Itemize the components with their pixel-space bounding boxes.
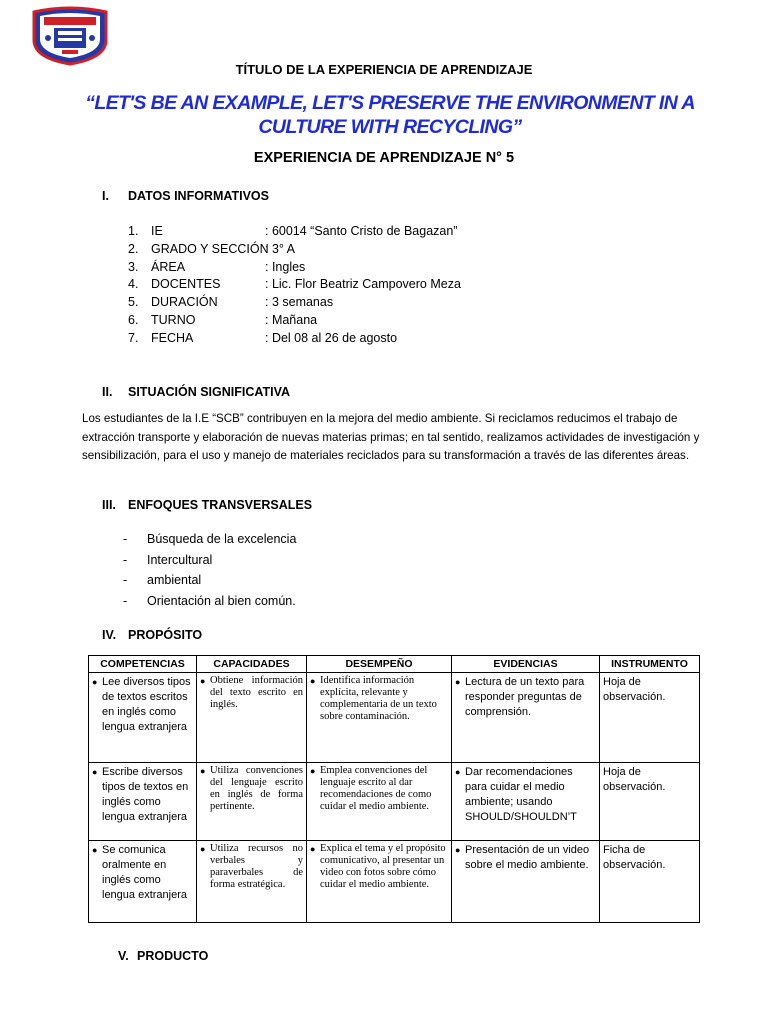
info-value: : 3° A — [265, 241, 296, 256]
bullet-icon: ● — [92, 767, 98, 777]
section-number: II. — [102, 385, 113, 399]
info-value: : Ingles — [265, 259, 306, 274]
info-key: DURACIÓN — [151, 295, 218, 310]
info-key: GRADO Y SECCIÓN — [151, 241, 269, 256]
list-text: Intercultural — [147, 552, 213, 567]
bullet-icon: ● — [310, 676, 316, 686]
column-header: EVIDENCIAS — [452, 656, 600, 673]
info-value: : 3 semanas — [265, 295, 334, 310]
bullet-icon: ● — [92, 677, 98, 687]
cell-text: Lectura de un texto para responder preguntas de comprensión. — [465, 676, 585, 718]
cell-text: Utiliza convenciones del lenguaje escrito en inglés de forma pertinente. — [210, 765, 303, 812]
section-number: III. — [102, 498, 116, 512]
section-title: PRODUCTO — [137, 949, 209, 963]
table-row — [89, 673, 700, 763]
evidencia-cell — [452, 673, 600, 763]
section-title: PROPÓSITO — [128, 628, 203, 642]
list-text: ambiental — [147, 573, 202, 587]
section-number: I. — [102, 189, 109, 203]
bullet-icon: ● — [200, 676, 206, 686]
bullet-icon: ● — [310, 766, 316, 776]
bullet-icon: ● — [455, 845, 461, 855]
cell-text: Dar recomendaciones para cuidar el medio ambiente; usando SHOULD/SHOULDN’T — [465, 766, 577, 823]
info-number: 1. — [128, 224, 139, 238]
list-dash: - — [123, 552, 128, 567]
main-title-line-1: “LET'S BE AN EXAMPLE, LET'S PRESERVE THE ENVIRONMENT IN A — [85, 92, 695, 114]
info-key: IE — [151, 224, 163, 238]
column-header: INSTRUMENTO — [600, 656, 700, 673]
cell-text: Explica el tema y el propósito comunicativo, al presentar un video con fotos sobre cómo cuidar el medio ambiente. — [320, 843, 446, 890]
bullet-icon: ● — [92, 845, 98, 855]
cell-text: Escribe diversos tipos de textos en inglés como lengua extranjera — [102, 766, 189, 823]
capacidad-cell — [197, 763, 307, 841]
info-key: FECHA — [151, 330, 194, 345]
section-title: ENFOQUES TRANSVERSALES — [128, 498, 313, 512]
cell-text: Obtiene información del texto escrito en inglés. — [210, 675, 303, 710]
section-number: V. — [118, 949, 129, 963]
instrumento-cell: Hoja de observación. — [600, 673, 700, 763]
school-seal-logo — [30, 6, 110, 66]
column-header: CAPACIDADES — [197, 656, 307, 673]
bullet-icon: ● — [455, 767, 461, 777]
column-header: DESEMPEÑO — [307, 656, 452, 673]
list-dash: - — [123, 593, 128, 608]
info-number: 2. — [128, 241, 139, 256]
info-key: DOCENTES — [151, 277, 221, 292]
cell-text: Presentación de un video sobre el medio ambiente. — [465, 844, 590, 871]
info-value: : Lic. Flor Beatriz Campovero Meza — [265, 277, 461, 292]
column-header: COMPETENCIAS — [89, 656, 197, 673]
info-value: : 60014 “Santo Cristo de Bagazan” — [265, 224, 458, 238]
capacidad-cell — [197, 673, 307, 763]
cell-text: Se comunica oralmente en inglés como lengua extranjera — [102, 844, 188, 901]
instrumento-cell: Hoja de observación. — [600, 763, 700, 841]
situacion-paragraph: Los estudiantes de la I.E “SCB” contribuyen en la mejora del medio ambiente. Si reciclamos reducimos el trabajo de extracción transporte y elaboración de nuevas materias primas; en tal sentido, realizamos actividades de investigación y sensibilización, para el uso y manejo de materiales reciclados para su transformación a través de las diferentes áreas. — [82, 412, 700, 463]
competencia-cell — [89, 673, 197, 763]
info-number: 3. — [128, 259, 139, 274]
competencia-cell — [89, 763, 197, 841]
list-text: Búsqueda de la excelencia — [147, 532, 297, 546]
purpose-table — [88, 655, 700, 923]
instrumento-cell: Ficha de observación. — [600, 841, 700, 923]
section-number: IV. — [102, 628, 117, 642]
cell-text: Utiliza recursos no verbales y paraverbales de forma estratégica. — [210, 843, 303, 890]
experience-number-heading: EXPERIENCIA DE APRENDIZAJE N° 5 — [253, 150, 515, 166]
info-number: 4. — [128, 277, 139, 292]
section-title: SITUACIÓN SIGNIFICATIVA — [128, 385, 291, 399]
info-value: : Del 08 al 26 de agosto — [265, 330, 398, 345]
info-number: 6. — [128, 312, 139, 327]
bullet-icon: ● — [200, 844, 206, 854]
cell-text: Lee diversos tipos de textos escritos en inglés como lengua extranjera — [102, 676, 191, 733]
cell-text: Emplea convenciones del lenguaje escrito al dar recomendaciones de como cuidar el medio ambiente. — [320, 765, 432, 812]
bullet-icon: ● — [455, 677, 461, 687]
capacidad-cell — [197, 841, 307, 923]
document-small-title: TÍTULO DE LA EXPERIENCIA DE APRENDIZAJE — [235, 62, 533, 77]
table-row — [89, 763, 700, 841]
main-title-line-2: CULTURE WITH RECYCLING” — [258, 116, 522, 138]
evidencia-cell — [452, 841, 600, 923]
table-header-row — [89, 656, 700, 673]
list-text: Orientación al bien común. — [147, 593, 296, 608]
info-number: 5. — [128, 295, 139, 310]
bullet-icon: ● — [310, 844, 316, 854]
info-value: : Mañana — [265, 312, 318, 327]
info-number: 7. — [128, 330, 139, 345]
competencia-cell — [89, 841, 197, 923]
cell-text: Identifica información explícita, relevante y complementaria de un texto sobre contaminación. — [320, 675, 437, 722]
info-key: ÁREA — [151, 259, 186, 274]
experience-main-title — [80, 91, 700, 139]
desempeno-cell — [307, 763, 452, 841]
list-dash: - — [123, 532, 128, 546]
table-row — [89, 841, 700, 923]
info-key: TURNO — [151, 312, 196, 327]
list-dash: - — [123, 573, 128, 587]
bullet-icon: ● — [200, 766, 206, 776]
desempeno-cell — [307, 673, 452, 763]
evidencia-cell — [452, 763, 600, 841]
section-title: DATOS INFORMATIVOS — [128, 189, 269, 203]
desempeno-cell — [307, 841, 452, 923]
